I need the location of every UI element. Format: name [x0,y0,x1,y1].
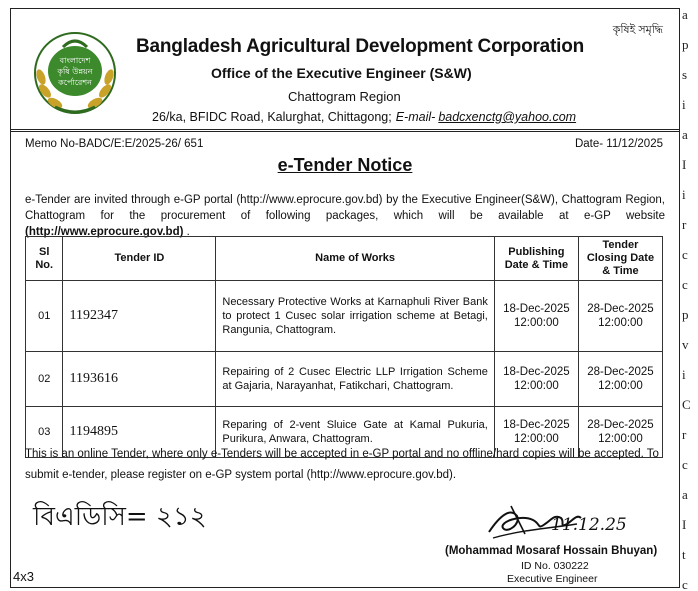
address-line [152,110,576,124]
edge-fragment: c [682,247,688,262]
office-name: Office of the Executive Engineer (S&W) [211,65,472,81]
cell-work: Repairing of 2 Cusec Electric LLP Irrigation Scheme at Gajaria, Narayanhat, Fatikchari, Chattogram. [216,352,494,407]
adjacent-page-edge [682,0,698,591]
edge-fragment: r [682,217,687,232]
edge-fragment: a [682,487,688,502]
page-size-label: 4x3 [13,569,34,584]
edge-fragment: a [682,127,688,142]
signatory-designation: Executive Engineer [507,573,598,585]
cell-publishing [494,352,578,407]
edge-fragment: p [682,37,689,52]
close-date: 28-Dec-2025 [587,366,654,378]
logo-line-3: কর্পোরেশন [58,78,92,87]
signatory-name: (Mohammad Mosaraf Hossain Bhuyan) [445,545,658,557]
edge-fragment: c [682,457,688,472]
close-date: 28-Dec-2025 [587,419,654,431]
pub-time: 12:00:00 [514,380,559,392]
cell-sl: 01 [26,281,63,352]
tagline: কৃষিই সমৃদ্ধি [612,24,663,36]
edge-fragment: p [682,307,689,322]
close-date: 28-Dec-2025 [587,303,654,315]
logo-line-1: বাংলাদেশ [59,56,91,65]
close-time: 12:00:00 [598,380,643,392]
cell-sl: 03 [26,407,63,458]
cell-sl: 02 [26,352,63,407]
col-header-sl: Sl No. [26,237,63,281]
edge-fragment: s [682,67,688,82]
cell-tender-id: 1194895 [63,407,216,458]
bangla-reference-code: বিএডিসি= ২১২ [33,502,207,532]
notice-title: e-Tender Notice [277,155,413,175]
edge-fragment: t [682,547,686,562]
tender-table [25,236,663,458]
col-header-publishing: Publishing Date & Time [494,237,578,281]
cell-work: Necessary Protective Works at Karnaphuli River Bank to protect 1 Cusec solar irrigation scheme at Betagi, Rangunia, Chattogram. [216,281,494,352]
cell-tender-id: 1192347 [63,281,216,352]
badc-logo [29,29,121,121]
edge-fragment: I [682,517,687,532]
memo-number: Memo No-BADC/E:E/2025-26/ 651 [25,138,204,150]
tender-notice-page [10,8,680,588]
table-row [26,352,663,407]
edge-fragment: r [682,427,687,442]
signature-date: 11.12.25 [551,515,627,535]
intro-website-link[interactable]: (http://www.eprocure.gov.bd) [25,226,184,238]
online-tender-note: This is an online Tender, where only e-Tenders will be accepted in e-GP portal and no offline/hard copies will be accepted. To submit e-tender, please register on e-GP system portal (http://www.eprocure.gov.bd). [25,448,659,481]
cell-publishing [494,281,578,352]
organization-name: Bangladesh Agricultural Development Corporation [136,36,585,57]
intro-paragraph [25,192,665,240]
close-time: 12:00:00 [598,433,643,445]
email-link[interactable]: badcxenctg@yahoo.com [438,110,577,124]
edge-fragment: a [682,7,688,22]
pub-date: 18-Dec-2025 [503,303,570,315]
address-text: 26/ka, BFIDC Road, Kalurghat, Chittagong; [152,110,392,124]
cell-closing [578,352,662,407]
logo-line-2: কৃষি উন্নয়ন [57,67,93,76]
col-header-name-of-works: Name of Works [216,237,494,281]
edge-fragment: c [682,277,688,292]
cell-work: Reparing of 2-vent Sluice Gate at Kamal Pukuria, Purikura, Anwara, Chattogram. [216,407,494,458]
pub-date: 18-Dec-2025 [503,419,570,431]
edge-fragment: i [682,187,686,202]
pub-time: 12:00:00 [514,317,559,329]
cell-tender-id: 1193616 [63,352,216,407]
edge-fragment: C [682,397,691,412]
cell-closing [578,281,662,352]
edge-fragment: i [682,367,686,382]
intro-end: . [186,226,190,238]
pub-time: 12:00:00 [514,433,559,445]
table-header-row [26,237,663,281]
edge-fragment: I [682,157,687,172]
region-name: Chattogram Region [288,89,401,104]
header-divider [11,129,679,132]
notice-date: Date- 11/12/2025 [574,138,663,150]
col-header-closing: Tender Closing Date & Time [578,237,662,281]
edge-fragment: v [682,337,689,352]
edge-fragment: c [682,577,688,591]
pub-date: 18-Dec-2025 [503,366,570,378]
signatory-id: ID No. 030222 [521,560,589,572]
close-time: 12:00:00 [598,317,643,329]
edge-fragment: i [682,97,686,112]
email-label: E-mail- [395,110,436,124]
col-header-tender-id: Tender ID [63,237,216,281]
table-row [26,281,663,352]
intro-text: e-Tender are invited through e-GP portal (http://www.eprocure.gov.bd) by the Executive Engineer(S&W), Chattogram Region, Chattogram for the procurement of following packages, which will be available at e-GP website [25,194,665,222]
